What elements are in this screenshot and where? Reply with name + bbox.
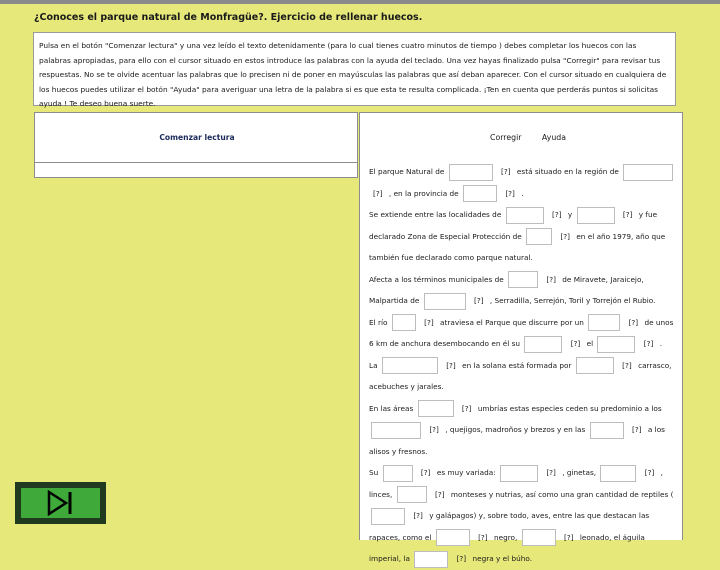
text-segment: en la provincia de [393,188,459,198]
page-title: ¿Conoces el parque natural de Monfragüe?. Ejercicio de rellenar huecos. [34,12,423,23]
help-marker[interactable]: [?] [456,554,467,563]
help-marker[interactable]: [?] [546,468,556,477]
help-marker[interactable]: [?] [434,489,445,499]
gap-input[interactable] [508,271,538,288]
exercise-toolbar [490,133,584,142]
help-marker[interactable]: [?] [501,167,511,176]
gap-input[interactable] [597,336,635,353]
text-segment: El río [369,317,388,327]
panel-divider [35,162,357,163]
gap-input[interactable] [524,336,562,353]
gap-input[interactable] [526,228,552,245]
help-marker[interactable]: [?] [570,339,581,348]
correct-button[interactable]: Corregir [490,133,522,142]
help-marker[interactable]: [?] [631,425,642,434]
help-marker[interactable]: [?] [564,532,574,542]
text-segment: Su [369,468,379,477]
gap-input[interactable] [463,185,497,202]
text-segment: , linces, [369,468,663,499]
exercise-panel [359,112,683,563]
text-segment: negra y el búho. [472,554,533,563]
text-segment: , quejigos, madroños y brezos y en las [445,425,586,434]
help-marker[interactable]: [?] [461,403,472,413]
help-marker[interactable]: [?] [643,339,654,348]
text-segment: en el año 1979, año que también fue declarado como parque natural. [369,231,666,262]
help-marker[interactable]: [?] [546,274,556,284]
gap-input[interactable] [397,486,427,503]
text-segment: , [388,188,392,198]
gap-input[interactable] [506,207,544,224]
text-segment: es muy variada: [436,468,496,477]
text-segment: Se extiende entre las localidades de [369,210,502,219]
help-marker[interactable]: [?] [622,210,633,219]
gap-input[interactable] [576,357,614,374]
exercise-text [369,161,677,570]
gap-input[interactable] [371,508,405,525]
start-reading-button[interactable]: Comenzar lectura [159,133,235,142]
gap-input[interactable] [577,207,615,224]
text-segment: de unos 6 km de anchura desembocando en él su [369,317,674,348]
text-segment: el [586,339,594,348]
text-segment: . [521,188,524,198]
text-segment: y galápagos) y, sobre todo, aves, entre las que destacan las rapaces, como el [369,511,650,542]
text-segment: La [369,360,378,370]
text-segment: está situado en la región de [516,167,619,176]
gap-input[interactable] [436,529,470,546]
text-segment: y [567,210,573,219]
text-segment: a los alisos y fresnos. [369,425,665,456]
help-marker[interactable]: [?] [505,188,515,198]
help-marker[interactable]: [?] [446,360,456,370]
text-segment: negro, [493,532,518,542]
help-marker[interactable]: [?] [413,511,423,520]
help-marker[interactable]: [?] [478,532,488,542]
text-segment: y fue declarado Zona de Especial Protección de [369,210,658,241]
gap-input[interactable] [418,400,454,417]
reading-panel [34,112,358,178]
gap-input[interactable] [623,164,673,181]
help-marker[interactable]: [?] [622,360,632,370]
help-button[interactable]: Ayuda [541,133,567,142]
text-segment: umbrías estas especies ceden su predominio a los [477,403,662,413]
text-segment: En las áreas [369,403,414,413]
gap-input[interactable] [424,293,466,310]
gap-input[interactable] [500,465,538,482]
text-segment: carrasco, acebuches y jarales. [369,360,672,391]
help-marker[interactable]: [?] [551,210,562,219]
gap-input[interactable] [590,422,624,439]
help-marker[interactable]: [?] [424,317,434,327]
text-segment: monteses y nutrias, así como una gran cantidad de reptiles ( [450,489,674,499]
text-segment: de Miravete, Jaraicejo, Malpartida de [369,274,644,305]
top-border [0,0,720,4]
help-marker[interactable]: [?] [420,468,431,477]
gap-input[interactable] [382,357,438,374]
text-segment: , ginetas, [562,468,597,477]
gap-input[interactable] [522,529,556,546]
gap-input[interactable] [600,465,636,482]
help-marker[interactable]: [?] [560,231,570,241]
gap-input[interactable] [588,314,620,331]
help-marker[interactable]: [?] [429,425,439,434]
help-marker[interactable]: [?] [373,188,383,198]
text-segment: atraviesa el Parque que discurre por un [440,317,584,327]
gap-input[interactable] [414,551,448,568]
text-segment: , Serradilla, Serrejón, Toril y Torrejón el Rubio. [489,296,656,305]
text-segment: leonado, el águila imperial, la [369,532,645,563]
text-segment: en la solana está formada por [462,360,572,370]
help-marker[interactable]: [?] [628,317,639,327]
text-segment: Afecta a los términos municipales de [369,274,504,284]
skip-to-end-icon [46,490,75,516]
help-marker[interactable]: [?] [474,296,484,305]
gap-input[interactable] [449,164,493,181]
text-segment: . [659,339,663,348]
gap-input[interactable] [383,465,413,482]
gap-input[interactable] [371,422,421,439]
gap-input[interactable] [392,314,416,331]
help-marker[interactable]: [?] [644,468,655,477]
text-segment: El parque Natural de [369,167,445,176]
skip-to-end-button[interactable] [15,482,106,524]
instructions-box: Pulsa en el botón "Comenzar lectura" y una vez leído el texto detenidamente (para lo cual tienes cuatro minutos de tiempo ) debes completar los huecos con las palabras apropiadas, para ello con el cursor situado en estos introduce las palabras con la ayuda del teclado. Una vez hayas finalizado pulsa "Corregir" para revisar tus respuestas. No se te olvide acentuar las palabras que lo precisen ni de poner en mayúsculas las palabras que así deban aparecer. Con el cursor situado en cualquiera de los huecos puedes utilizar el botón "Ayuda" para averiguar una letra de la palabra si es que esta te resulta complicada. ¡Ten en cuenta que perderás puntos si solicitas ayuda ! Te deseo buena suerte. [33,32,676,106]
